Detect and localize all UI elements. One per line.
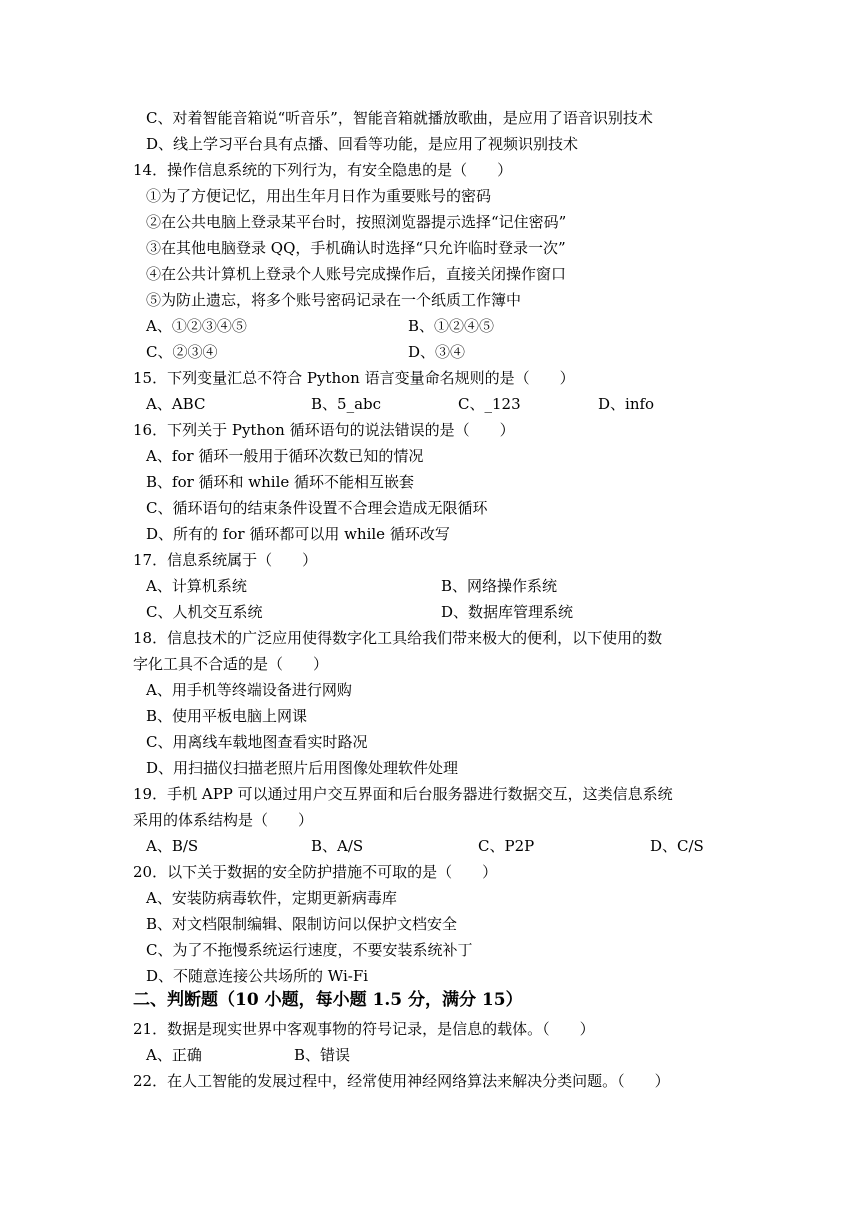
- q15-option-d: D、info: [598, 395, 655, 413]
- q20-option-c: C、为了不拖慢系统运行速度，不要安装系统补丁: [146, 941, 473, 959]
- q18-option-a: A、用手机等终端设备进行网购: [146, 681, 352, 699]
- q14-item-5: ⑤为防止遗忘，将多个账号密码记录在一个纸质工作簿中: [146, 291, 522, 309]
- section-heading-judgement: 二、判断题（10 小题，每小题 1.5 分，满分 15）: [133, 990, 523, 1010]
- q16-option-d: D、所有的 for 循环都可以用 while 循环改写: [146, 525, 450, 543]
- q18-stem-line1: 18．信息技术的广泛应用使得数字化工具给我们带来极大的便利，以下使用的数: [133, 629, 663, 647]
- q15-stem: 15．下列变量汇总不符合 Python 语言变量命名规则的是（ ）: [133, 369, 575, 387]
- q22-stem: 22．在人工智能的发展过程中，经常使用神经网络算法来解决分类问题。（ ）: [133, 1072, 670, 1090]
- q18-stem-line2: 字化工具不合适的是（ ）: [133, 655, 329, 673]
- q15-option-c: C、_123: [458, 395, 521, 413]
- q19-stem-line2: 采用的体系结构是（ ）: [133, 811, 314, 829]
- q18-option-b: B、使用平板电脑上网课: [146, 707, 308, 725]
- q19-option-c: C、P2P: [478, 837, 535, 855]
- q19-stem-line1: 19．手机 APP 可以通过用户交互界面和后台服务器进行数据交互，这类信息系统: [133, 785, 673, 803]
- q17-stem: 17．信息系统属于（ ）: [133, 551, 318, 569]
- q17-option-a: A、计算机系统: [146, 577, 247, 595]
- q14-option-b: B、①②④⑤: [408, 317, 495, 335]
- q20-option-a: A、安装防病毒软件，定期更新病毒库: [146, 889, 397, 907]
- q14-item-2: ②在公共电脑上登录某平台时，按照浏览器提示选择“记住密码”: [146, 213, 567, 231]
- q17-option-d: D、数据库管理系统: [441, 603, 574, 621]
- q16-option-b: B、for 循环和 while 循环不能相互嵌套: [146, 473, 415, 491]
- q14-option-c: C、②③④: [146, 343, 218, 361]
- q18-option-c: C、用离线车载地图查看实时路况: [146, 733, 368, 751]
- q16-stem: 16．下列关于 Python 循环语句的说法错误的是（ ）: [133, 421, 515, 439]
- q16-option-c: C、循环语句的结束条件设置不合理会造成无限循环: [146, 499, 488, 517]
- q14-option-d: D、③④: [408, 343, 466, 361]
- q20-option-b: B、对文档限制编辑、限制访问以保护文档安全: [146, 915, 458, 933]
- q15-option-a: A、ABC: [146, 395, 206, 413]
- q19-option-a: A、B/S: [146, 837, 199, 855]
- q19-option-b: B、A/S: [311, 837, 364, 855]
- q17-option-b: B、网络操作系统: [441, 577, 558, 595]
- q18-option-d: D、用扫描仪扫描老照片后用图像处理软件处理: [146, 759, 459, 777]
- q21-stem: 21．数据是现实世界中客观事物的符号记录，是信息的载体。（ ）: [133, 1020, 595, 1038]
- q14-item-4: ④在公共计算机上登录个人账号完成操作后，直接关闭操作窗口: [146, 265, 567, 283]
- q14-item-1: ①为了方便记忆，用出生年月日作为重要账号的密码: [146, 187, 492, 205]
- q13-option-d: D、线上学习平台具有点播、回看等功能，是应用了视频识别技术: [146, 135, 579, 153]
- q17-option-c: C、人机交互系统: [146, 603, 263, 621]
- q20-option-d: D、不随意连接公共场所的 Wi-Fi: [146, 967, 369, 985]
- q21-option-b: B、错误: [294, 1046, 351, 1064]
- q15-option-b: B、5_abc: [311, 395, 382, 413]
- q19-option-d: D、C/S: [650, 837, 704, 855]
- q21-option-a: A、正确: [146, 1046, 202, 1064]
- q20-stem: 20．以下关于数据的安全防护措施不可取的是（ ）: [133, 863, 498, 881]
- q13-option-c: C、对着智能音箱说“听音乐”，智能音箱就播放歌曲，是应用了语音识别技术: [146, 109, 653, 127]
- q14-item-3: ③在其他电脑登录 QQ，手机确认时选择“只允许临时登录一次”: [146, 239, 566, 257]
- q14-stem: 14．操作信息系统的下列行为，有安全隐患的是（ ）: [133, 161, 513, 179]
- q16-option-a: A、for 循环一般用于循环次数已知的情况: [146, 447, 424, 465]
- q14-option-a: A、①②③④⑤: [146, 317, 247, 335]
